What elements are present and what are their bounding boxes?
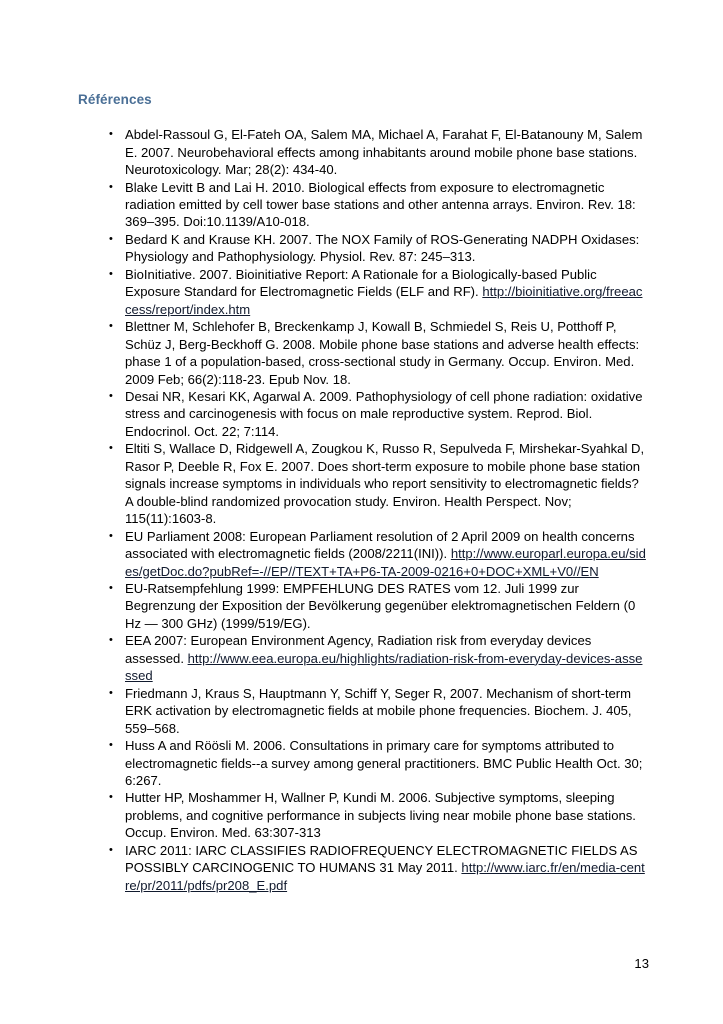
reference-item bbox=[78, 266, 648, 318]
reference-item bbox=[78, 440, 648, 527]
reference-link[interactable]: http://www.iarc.fr/en/media-centre/pr/2011/pdfs/pr208_E.pdf bbox=[125, 860, 645, 893]
reference-link[interactable]: http://www.europarl.europa.eu/sides/getDoc.do?pubRef=-//EP//TEXT+TA+P6-TA-2009-0216+0+DOC+XML+V0//EN bbox=[125, 546, 646, 579]
reference-item bbox=[78, 737, 648, 789]
references-list bbox=[78, 126, 648, 894]
reference-text: IARC 2011: IARC CLASSIFIES RADIOFREQUENCY ELECTROMAGNETIC FIELDS AS POSSIBLY CARCINOGENIC TO HUMANS 31 May 2011. bbox=[125, 842, 638, 876]
reference-text: Bedard K and Krause KH. 2007. The NOX Family of ROS-Generating NADPH Oxidases: Physiology and Pathophysiology. Physiol. Rev. 87: 245–313. bbox=[125, 231, 640, 265]
reference-item bbox=[78, 632, 648, 684]
reference-text: Friedmann J, Kraus S, Hauptmann Y, Schiff Y, Seger R, 2007. Mechanism of short-term ERK activation by electromagnetic fields at mobile phone frequencies. Biochem. J. 405, 559–568. bbox=[125, 685, 632, 736]
reference-text: BioInitiative. 2007. Bioinitiative Report: A Rationale for a Biologically-based Public Exposure Standard for Electromagnetic Fields (ELF and RF). bbox=[125, 266, 597, 300]
page-content bbox=[78, 92, 648, 894]
reference-item bbox=[78, 685, 648, 737]
reference-text: Desai NR, Kesari KK, Agarwal A. 2009. Pathophysiology of cell phone radiation: oxidative stress and carcinogenesis with focus on male reproductive system. Reprod. Biol. Endocrinol. Oct. 22; 7:114. bbox=[125, 388, 643, 439]
reference-item bbox=[78, 388, 648, 440]
reference-text: Hutter HP, Moshammer H, Wallner P, Kundi M. 2006. Subjective symptoms, sleeping problems, and cognitive performance in subjects living near mobile phone base stations. Occup. Environ. Med. 63:307-313 bbox=[125, 790, 636, 841]
reference-item bbox=[78, 580, 648, 632]
reference-link[interactable]: http://bioinitiative.org/freeaccess/report/index.htm bbox=[125, 284, 643, 317]
reference-item bbox=[78, 126, 648, 178]
reference-item bbox=[78, 318, 648, 388]
reference-text: Blake Levitt B and Lai H. 2010. Biological effects from exposure to electromagnetic radiation emitted by cell tower base stations and other antenna arrays. Environ. Rev. 18: 369–395. Doi:10.1139/A10-018. bbox=[125, 179, 636, 230]
reference-text: EU-Ratsempfehlung 1999: EMPFEHLUNG DES RATES vom 12. Juli 1999 zur Begrenzung der Exposition der Bevölkerung gegenüber elektromagnetischen Feldern (0 Hz — 300 GHz) (1999/519/EG). bbox=[125, 580, 636, 631]
reference-item bbox=[78, 789, 648, 841]
reference-text: Eltiti S, Wallace D, Ridgewell A, Zougkou K, Russo R, Sepulveda F, Mirshekar-Syahkal D, Rasor P, Deeble R, Fox E. 2007. Does short-term exposure to mobile phone base station signals increase symptoms in individuals who report sensitivity to electromagnetic fields? A double-blind randomized provocation study. Environ. Health Perspect. Nov; 115(11):1603-8. bbox=[125, 441, 645, 527]
reference-item bbox=[78, 231, 648, 266]
reference-text: EEA 2007: European Environment Agency, Radiation risk from everyday devices assessed. bbox=[125, 633, 592, 666]
reference-text: Blettner M, Schlehofer B, Breckenkamp J, Kowall B, Schmiedel S, Reis U, Potthoff P, Schüz J, Berg-Beckhoff G. 2008. Mobile phone base stations and adverse health effects: phase 1 of a population-based, cross-sectional study in Germany. Occup. Environ. Med. 2009 Feb; 66(2):118-23. Epub Nov. 18. bbox=[125, 319, 640, 387]
page-number: 13 bbox=[634, 955, 649, 971]
reference-item bbox=[78, 528, 648, 580]
reference-item bbox=[78, 842, 648, 894]
reference-text: EU Parliament 2008: European Parliament resolution of 2 April 2009 on health concerns associated with electromagnetic fields (2008/2211(INI)). bbox=[125, 528, 635, 562]
reference-text: Huss A and Röösli M. 2006. Consultations in primary care for symptoms attributed to electromagnetic fields--a survey among general practitioners. BMC Public Health Oct. 30; 6:267. bbox=[125, 738, 643, 788]
reference-link[interactable]: http://www.eea.europa.eu/highlights/radiation-risk-from-everyday-devices-assessed bbox=[125, 650, 643, 684]
page-title: Références bbox=[78, 92, 152, 107]
reference-item bbox=[78, 179, 648, 231]
reference-text: Abdel-Rassoul G, El-Fateh OA, Salem MA, Michael A, Farahat F, El-Batanouny M, Salem E. 2007. Neurobehavioral effects among inhabitants around mobile phone base stations. Neurotoxicology. Mar; 28(2): 434-40. bbox=[125, 127, 643, 178]
